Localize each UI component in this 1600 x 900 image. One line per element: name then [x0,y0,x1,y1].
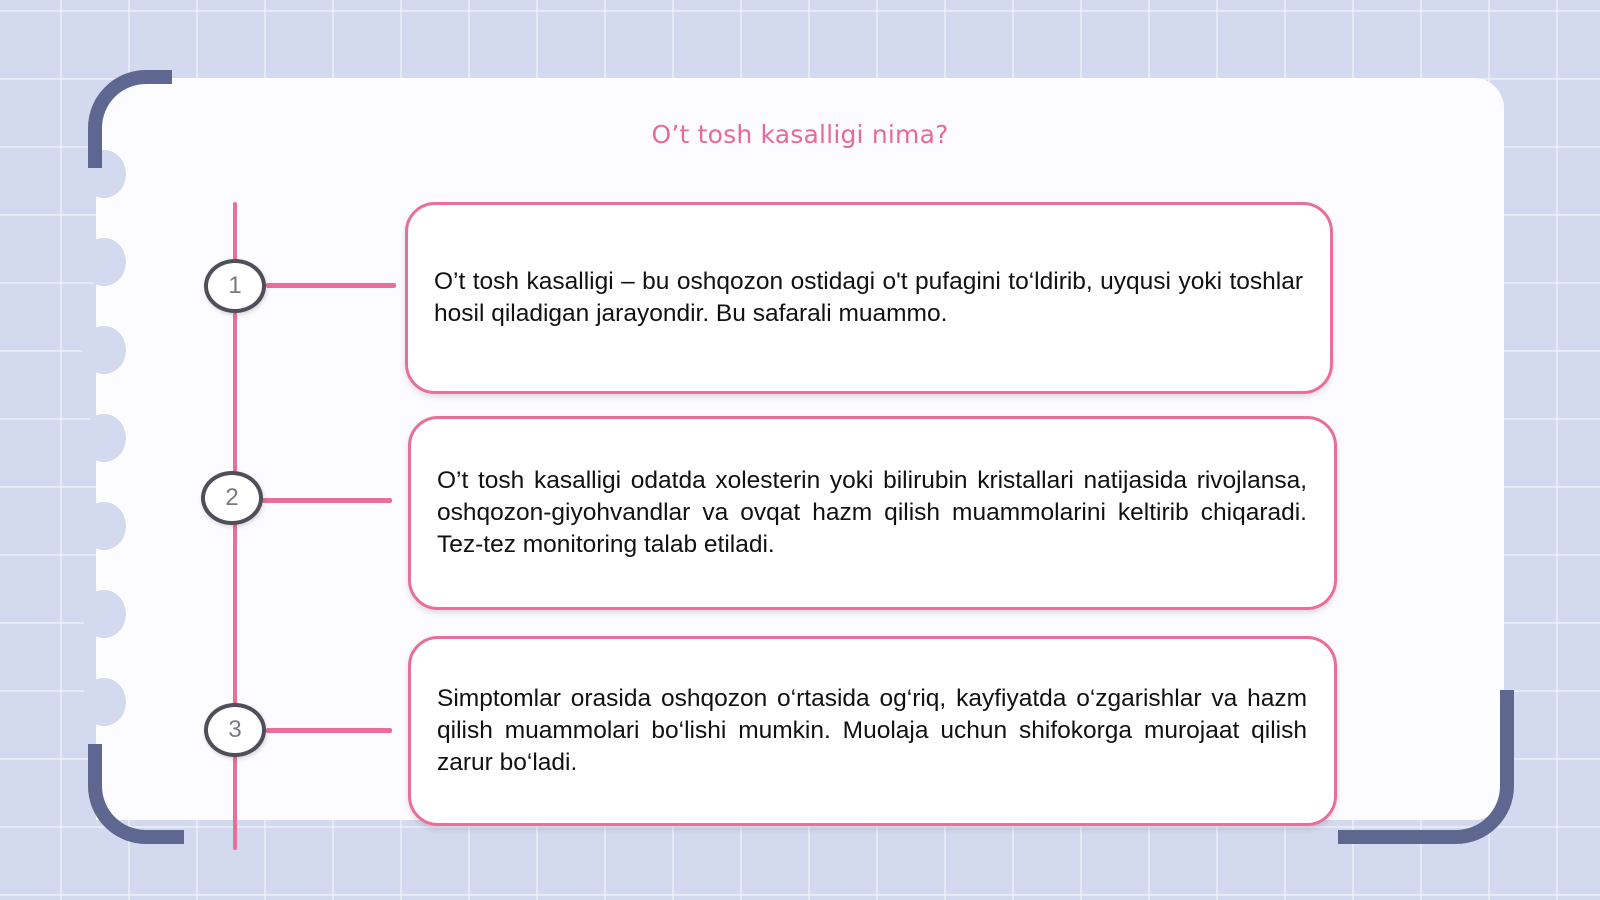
step-3-number: 3 [204,703,266,757]
bottom-left-bracket [88,744,184,844]
paper-hole [82,414,126,462]
step-1-number: 1 [204,259,266,313]
step-3-card [408,636,1337,826]
step-3-text: Simptomlar orasida oshqozon o‘rtasida og‘riq, kayfiyatda o‘zgarishlar va hazm qilish muammolari bo‘lishi mumkin. Muolaja uchun shifokorga murojaat qilish zarur bo‘ladi. [437,685,1307,776]
step-2-connector [262,498,392,503]
step-3-connector [266,728,392,733]
paper-hole [82,678,126,726]
paper-hole [82,502,126,550]
top-left-bracket [88,70,172,168]
step-1-card [405,202,1333,394]
paper-hole [82,238,126,286]
paper-hole [82,326,126,374]
step-1-connector [266,283,396,288]
step-2-number: 2 [201,471,263,525]
paper-hole [82,590,126,638]
step-2-text: O’t tosh kasalligi odatda xolesterin yoki bilirubin kristallari natijasida rivojlansa, oshqozon-giyohvandlar va ovqat hazm qilish muammolarini keltirib chiqaradi. Tez-tez monitoring talab etiladi. [437,467,1307,558]
step-1-text: O’t tosh kasalligi – bu oshqozon ostidagi o't pufagini to‘ldirib, uyqusi yoki toshlar hosil qiladigan jarayondir. Bu safarali muammo. [434,268,1303,327]
step-2-card [408,416,1337,610]
bottom-right-bracket [1338,690,1514,844]
slide-title: O’t tosh kasalligi nima? [651,120,949,149]
